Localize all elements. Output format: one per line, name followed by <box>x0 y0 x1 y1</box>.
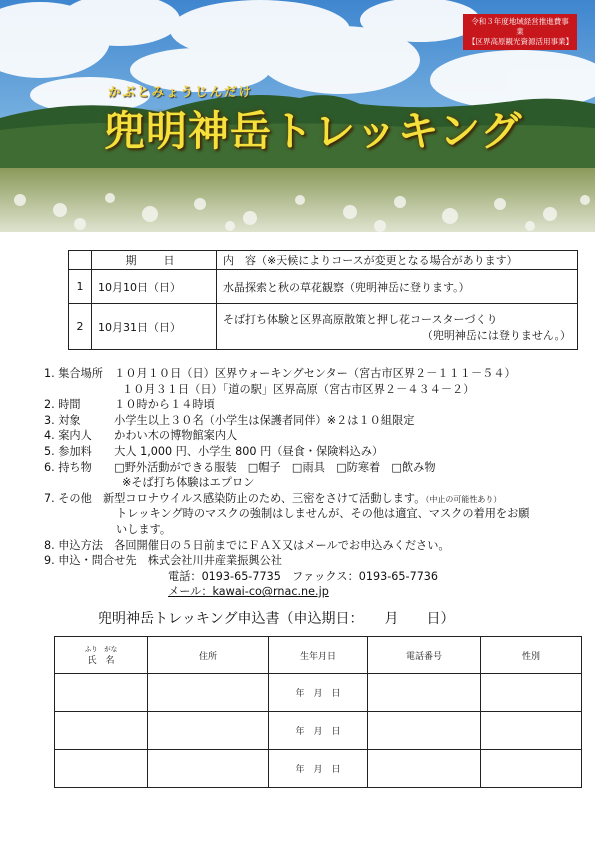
title-ruby: かぶとみょうじんだけ <box>108 84 254 99</box>
info-belongings: 6. 持ち物 □野外活動ができる服装 □帽子 □雨具 □防寒着 □飲み物 <box>44 460 436 474</box>
info-guide: 4. 案内人 かわい木の博物館案内人 <box>44 429 238 443</box>
gender-cell[interactable] <box>481 712 582 750</box>
schedule-table <box>68 250 578 350</box>
schedule-content <box>217 270 578 304</box>
phone-header: 電話番号 <box>368 637 481 674</box>
application-form-table <box>54 636 582 788</box>
event-info <box>44 366 584 600</box>
info-other <box>44 491 584 507</box>
address-cell[interactable] <box>148 674 269 712</box>
birthdate-header: 生年月日 <box>269 637 368 674</box>
schedule-row <box>69 304 578 350</box>
hero-banner <box>0 0 595 232</box>
furigana-label: ふり がな <box>84 644 118 653</box>
schedule-date: 10月31日（日） <box>92 304 217 350</box>
gender-cell[interactable] <box>481 674 582 712</box>
application-row <box>55 712 582 750</box>
info-meeting-place: 1. 集合場所 １０月１０日（日）区界ウォーキングセンター（宮古市区界２－１１１－５４） <box>44 367 516 380</box>
birthdate-cell[interactable]: 年 月 日 <box>269 712 368 750</box>
schedule-num: 1 <box>69 270 92 304</box>
schedule-content <box>217 304 578 350</box>
phone-cell[interactable] <box>368 750 481 788</box>
page-title: 兜明神岳トレッキング <box>104 107 523 155</box>
phone-cell[interactable] <box>368 712 481 750</box>
address-cell[interactable] <box>148 750 269 788</box>
info-other-note: （中止の可能性あり） <box>425 494 502 504</box>
info-apply-method: 8. 申込方法 各回開催日の５日前までにＦＡＸ又はメールでお申込みください。 <box>44 538 450 552</box>
application-row <box>55 674 582 712</box>
funding-badge <box>463 14 577 50</box>
birthdate-cell[interactable]: 年 月 日 <box>269 674 368 712</box>
info-belongings-note: ※そば打ち体験はエプロン <box>122 476 255 490</box>
schedule-content-line: 水晶探索と秋の草花観察（兜明神岳に登ります。） <box>223 280 470 294</box>
schedule-header-row <box>69 251 578 270</box>
schedule-date: 10月10日（日） <box>92 270 217 304</box>
info-other-text: 7. その他 新型コロナウイルス感染防止のため、三密をさけて活動します。 <box>44 491 426 505</box>
info-other-mask: トレッキング時のマスクの強制はしませんが、その他は適宜、マスクの着用をお願 <box>116 507 530 521</box>
info-phone-fax: 電話：0193-65-7735 ファックス：0193-65-7736 <box>168 569 439 583</box>
schedule-row <box>69 270 578 304</box>
application-header-row <box>55 637 582 674</box>
name-cell[interactable] <box>55 712 148 750</box>
schedule-num: 2 <box>69 304 92 350</box>
info-contact: 9. 申込・問合せ先 株式会社川井産業振興公社 <box>44 554 282 568</box>
info-email: メール：kawai-co@rnac.ne.jp <box>168 585 329 599</box>
schedule-content-line: そば打ち体験と区界高原散策と押し花コースターづくり <box>223 312 498 326</box>
schedule-content-header: 内 容（※天候によりコースが変更となる場合があります） <box>217 251 578 270</box>
name-cell[interactable] <box>55 750 148 788</box>
badge-line-1: 令和３年度地域経営推進費事業 <box>471 17 569 36</box>
application-title: 兜明神岳トレッキング申込書（申込期日： 月 日） <box>98 611 455 627</box>
info-target: 3. 対象 小学生以上３０名（小学生は保護者同伴）※２は１０組限定 <box>44 413 415 427</box>
name-cell[interactable] <box>55 674 148 712</box>
gender-header: 性別 <box>481 637 582 674</box>
schedule-date-header: 期 日 <box>92 251 217 270</box>
phone-cell[interactable] <box>368 674 481 712</box>
badge-line-2: 【区界高原観光資源活用事業】 <box>468 37 573 46</box>
name-header <box>55 637 148 674</box>
info-time: 2. 時間 １０時から１４時頃 <box>44 398 215 412</box>
application-row <box>55 750 582 788</box>
info-other-mask-2: いします。 <box>116 522 172 536</box>
schedule-num-header <box>69 251 92 270</box>
address-cell[interactable] <box>148 712 269 750</box>
name-label: 氏 名 <box>87 655 115 666</box>
info-fee: 5. 参加料 大人 1,000 円、小学生 800 円（昼食・保険料込み） <box>44 444 384 458</box>
schedule-content-line: （兜明神岳には登りません。） <box>421 328 571 342</box>
gender-cell[interactable] <box>481 750 582 788</box>
birthdate-cell[interactable]: 年 月 日 <box>269 750 368 788</box>
info-meeting-place-2: １０月３１日（日）「道の駅」区界高原（宮古市区界２－４３４－２） <box>122 382 475 396</box>
address-header: 住所 <box>148 637 269 674</box>
